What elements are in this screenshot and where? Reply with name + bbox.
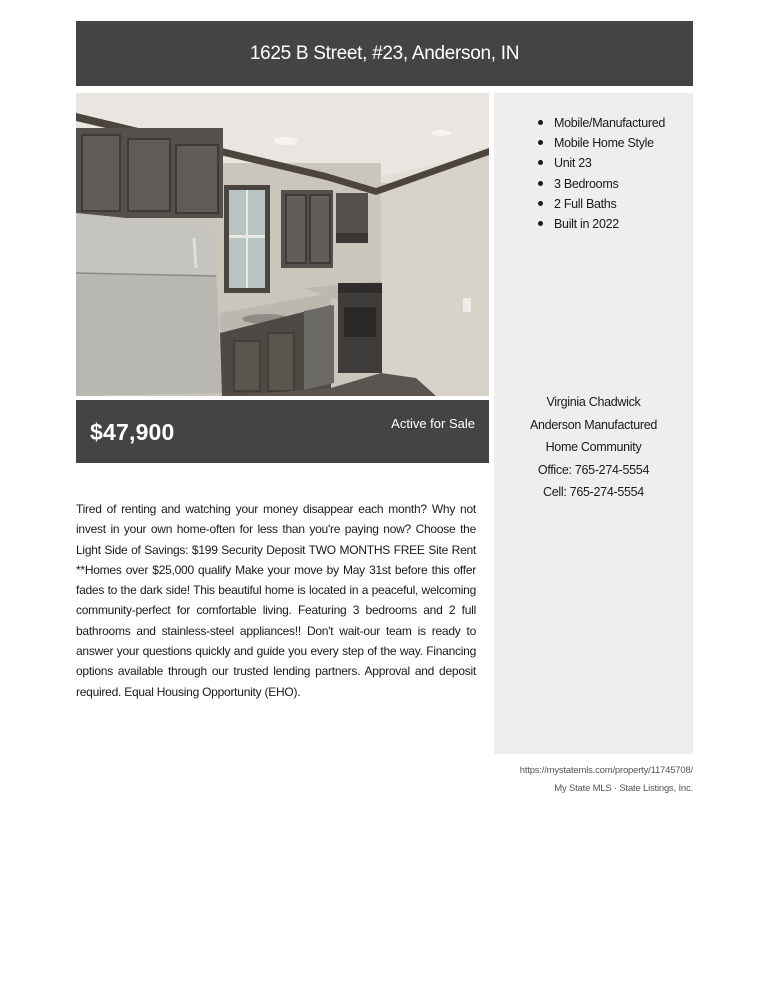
listing-price: $47,900 (90, 419, 175, 445)
page-title: 1625 B Street, #23, Anderson, IN (249, 42, 520, 64)
bullet-icon (538, 181, 543, 186)
agent-name: Virginia Chadwick (546, 395, 641, 409)
agent-cell-phone: Cell: 765-274-5554 (543, 485, 644, 499)
bullet-icon (538, 201, 543, 206)
feature-item: 3 Bedrooms (538, 174, 665, 194)
bullet-icon (538, 140, 543, 145)
feature-item: Built in 2022 (538, 214, 665, 234)
price-bar (76, 400, 489, 463)
listing-source: My State MLS · State Listings, Inc. (554, 783, 693, 794)
feature-item: 2 Full Baths (538, 194, 665, 214)
agent-office-phone: Office: 765-274-5554 (537, 462, 650, 477)
feature-list (538, 113, 665, 234)
feature-item: Mobile Home Style (538, 133, 665, 153)
feature-item: Unit 23 (538, 153, 665, 173)
agent-company-line1: Anderson Manufactured (529, 417, 658, 432)
feature-item: Mobile/Manufactured (538, 113, 665, 133)
listing-title-bar (76, 21, 693, 86)
listing-status: Active for Sale (391, 416, 475, 431)
kitchen-photo (76, 93, 489, 396)
page-footer (520, 762, 693, 798)
agent-contact (494, 391, 693, 504)
agent-company-line2: Home Community (545, 440, 642, 454)
bullet-icon (538, 120, 543, 125)
listing-url: https://mystatemls.com/property/11745708/ (519, 765, 693, 776)
listing-description: Tired of renting and watching your money disappear each month? Why not invest in your own home-often for less than you're paying now? Choose the Light Side of Savings: $199 Security Deposit TWO MONTHS FREE Site Rent **Homes over $25,000 qualify Make your move by May 31st before this offer fades to the dark side! This beautiful home is located in a peaceful, welcoming community-perfect for comfortable living. Featuring 3 bedrooms and 2 full bathrooms and stainless-steel appliances!! Don't wait-our team is ready to answer your questions quickly and guide you every step of the way. Financing options available through our trusted lending partners. Approval and deposit required. Equal Housing Opportunity (EHO). (76, 502, 476, 699)
bullet-icon (538, 221, 543, 226)
bullet-icon (538, 160, 543, 165)
details-sidebar (494, 93, 693, 754)
